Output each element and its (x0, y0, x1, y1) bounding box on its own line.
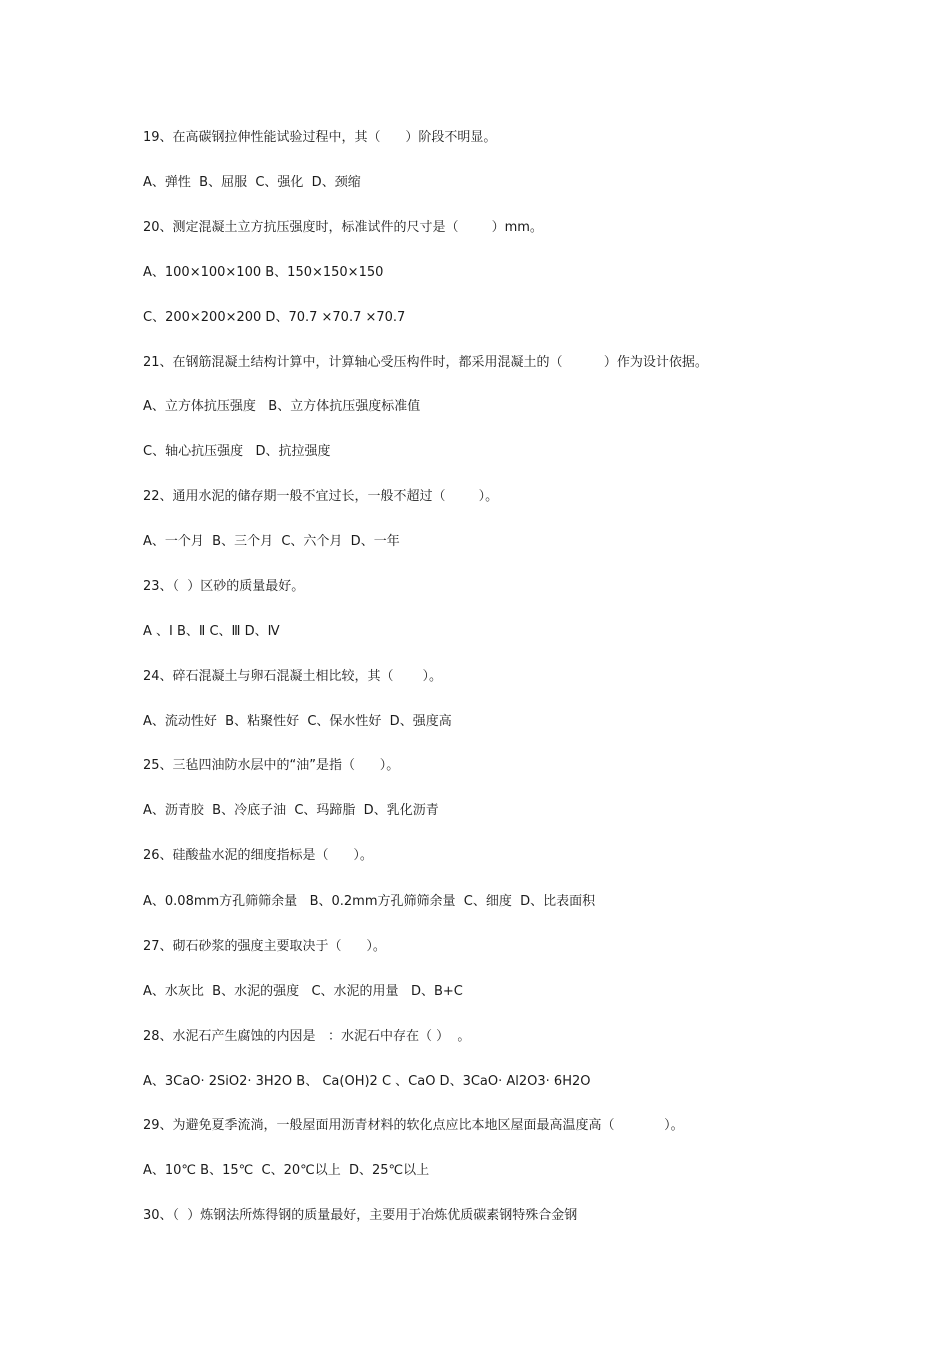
question-30: 30、（ ）炼钢法所炼得钢的质量最好，主要用于冶炼优质碳素钢特殊合金钢 (143, 1208, 578, 1223)
question-28: 28、水泥石产生腐蚀的内因是 ：水泥石中存在（ ） 。 (143, 1029, 471, 1044)
options-24: A、流动性好 B、粘聚性好 C、保水性好 D、强度高 (143, 714, 452, 729)
question-24: 24、碎石混凝土与卵石混凝土相比较，其（ ）。 (143, 669, 442, 684)
options-20-ab: A、100×100×100 B、150×150×150 (143, 265, 384, 280)
question-29: 29、为避免夏季流淌，一般屋面用沥青材料的软化点应比本地区屋面最高温度高（ ）。 (143, 1118, 684, 1133)
question-22: 22、通用水泥的储存期一般不宜过长，一般不超过（ ）。 (143, 489, 499, 504)
options-27: A、水灰比 B、水泥的强度 C、水泥的用量 D、B+C (143, 984, 463, 999)
options-22: A、一个月 B、三个月 C、六个月 D、一年 (143, 534, 400, 549)
options-23: A 、Ⅰ B、Ⅱ C、Ⅲ D、Ⅳ (143, 624, 280, 639)
question-25: 25、三毡四油防水层中的“油”是指（ ）。 (143, 758, 400, 773)
question-27: 27、砌石砂浆的强度主要取决于（ ）。 (143, 939, 386, 954)
options-20-cd: C、200×200×200 D、70.7 ×70.7 ×70.7 (143, 310, 406, 325)
question-19: 19、在高碳钢拉伸性能试验过程中，其（ ）阶段不明显。 (143, 130, 497, 145)
question-20: 20、测定混凝土立方抗压强度时，标准试件的尺寸是（ ）mm。 (143, 220, 543, 235)
question-21: 21、在钢筋混凝土结构计算中，计算轴心受压构件时，都采用混凝土的（ ）作为设计依据。 (143, 355, 708, 370)
options-25: A、沥青胶 B、冷底子油 C、玛蹄脂 D、乳化沥青 (143, 803, 439, 818)
options-21-ab: A、立方体抗压强度 B、立方体抗压强度标准值 (143, 399, 421, 414)
question-23: 23、（ ）区砂的质量最好。 (143, 579, 305, 594)
options-28: A、3CaO· 2SiO2· 3H2O B、 Ca(OH)2 C 、CaO D、3CaO· Al2O3· 6H2O (143, 1074, 591, 1089)
options-21-cd: C、轴心抗压强度 D、抗拉强度 (143, 444, 331, 459)
question-26: 26、硅酸盐水泥的细度指标是（ ）。 (143, 848, 373, 863)
options-19: A、弹性 B、屈服 C、强化 D、颈缩 (143, 175, 361, 190)
options-26: A、0.08mm方孔筛筛余量 B、0.2mm方孔筛筛余量 C、细度 D、比表面积 (143, 894, 596, 909)
options-29: A、10℃ B、15℃ C、20℃以上 D、25℃以上 (143, 1163, 430, 1178)
